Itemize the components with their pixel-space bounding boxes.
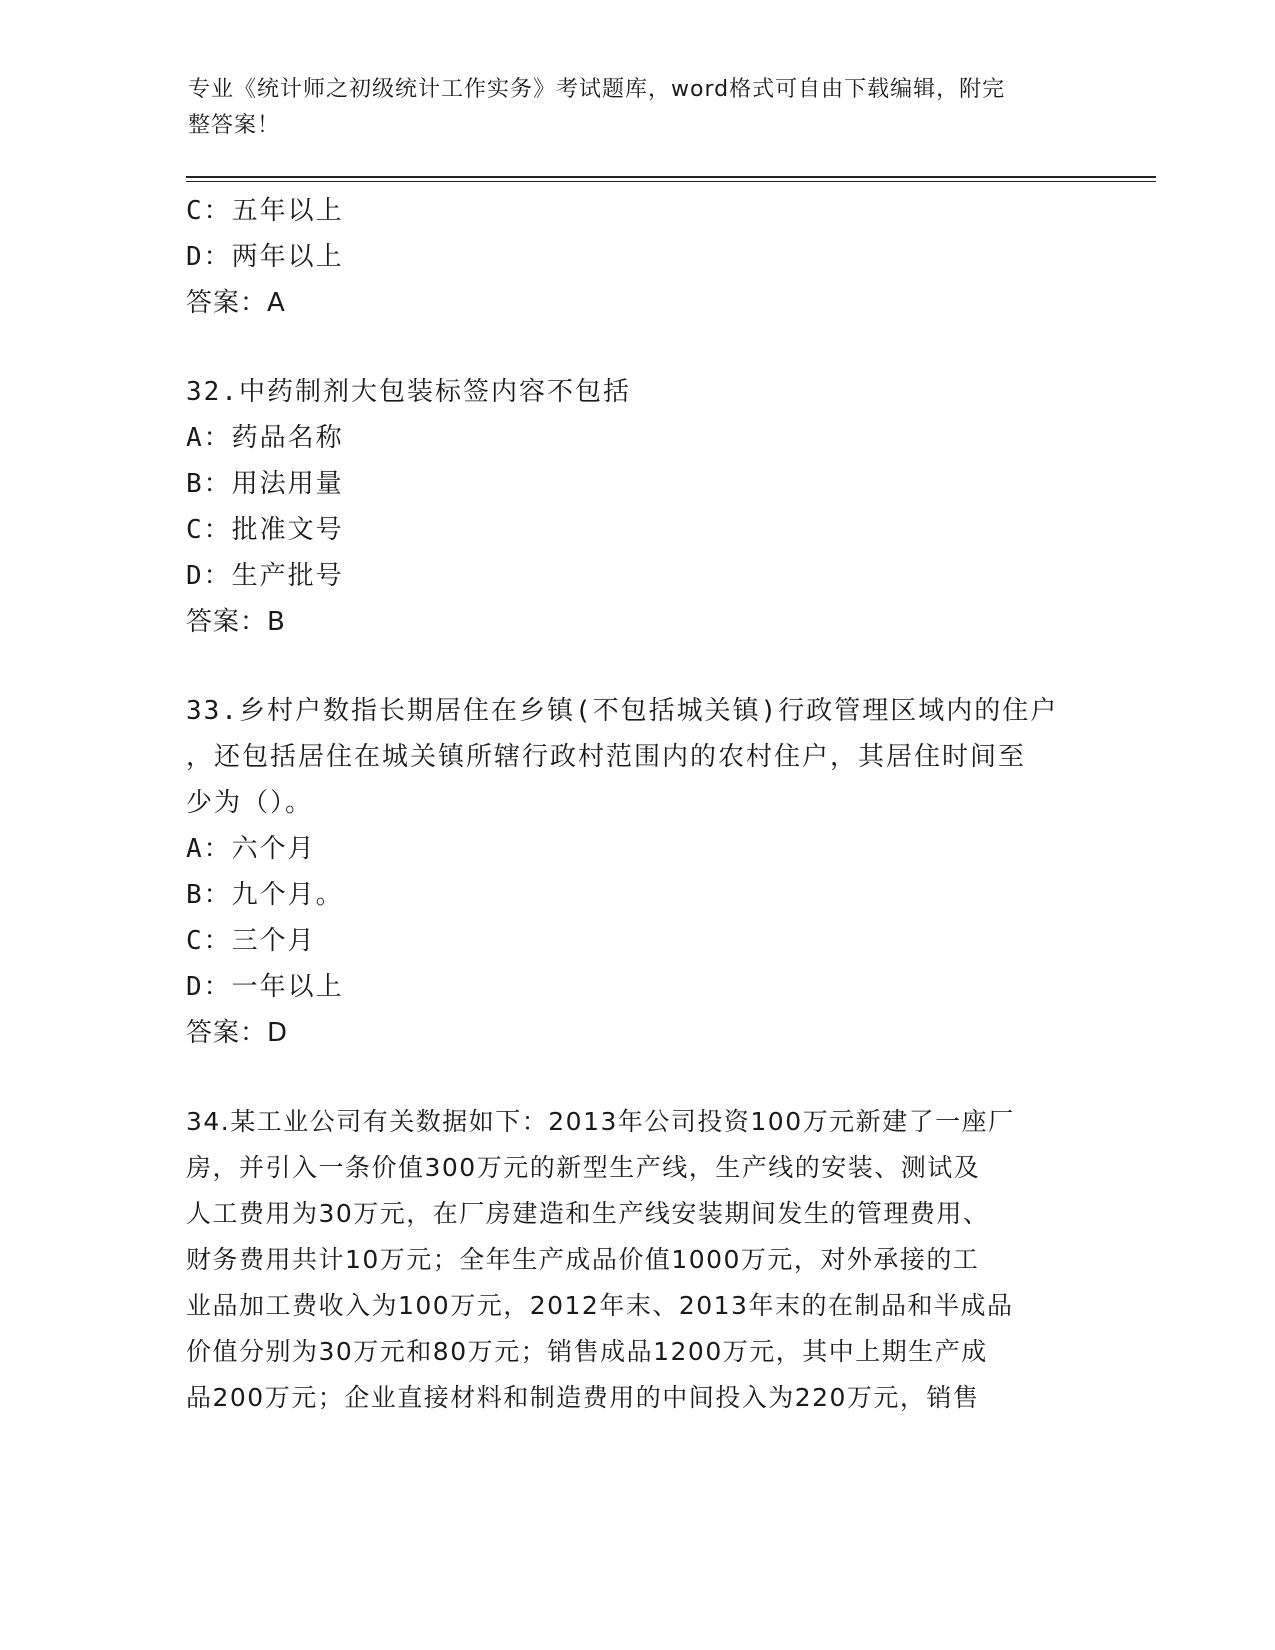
option-c: C：批准文号	[186, 515, 344, 545]
question-stem	[186, 1099, 1086, 1421]
page-header	[188, 72, 1068, 144]
question-32	[186, 369, 1086, 645]
stem-line: 人工费用为30万元，在厂房建造和生产线安装期间发生的管理费用、	[186, 1199, 990, 1228]
answer-label: 答案：A	[186, 288, 286, 318]
question-33	[186, 688, 1086, 1056]
option-a: A：六个月	[186, 834, 316, 864]
option-d: D：两年以上	[186, 242, 344, 272]
answer-label: 答案：B	[186, 607, 286, 637]
option-d: D：一年以上	[186, 972, 344, 1002]
option-b: B：用法用量	[186, 469, 344, 499]
header-line-1: 专业《统计师之初级统计工作实务》考试题库，word格式可自由下载编辑，附完	[188, 77, 1006, 102]
question-stem: 32.中药制剂大包装标签内容不包括	[186, 377, 631, 407]
question-34	[186, 1099, 1086, 1421]
option-d: D：生产批号	[186, 561, 344, 591]
stem-line: 34.某工业公司有关数据如下：2013年公司投资100万元新建了一座厂	[186, 1107, 1015, 1136]
stem-line: 价值分别为30万元和80万元；销售成品1200万元，其中上期生产成	[186, 1337, 988, 1366]
question-list	[186, 188, 1086, 1421]
spacer	[186, 1056, 1086, 1099]
question-stem	[186, 688, 1086, 826]
stem-line: 33.乡村户数指长期居住在乡镇(不包括城关镇)行政管理区域内的住户	[186, 696, 1059, 726]
option-c: C：三个月	[186, 926, 316, 956]
header-line-2: 整答案！	[188, 113, 281, 138]
option-c: C：五年以上	[186, 196, 344, 226]
option-b: B：九个月。	[186, 880, 344, 910]
option-a: A：药品名称	[186, 423, 344, 453]
answer-label: 答案：D	[186, 1018, 289, 1048]
header-rule-thin	[186, 181, 1156, 182]
stem-line: ，还包括居住在城关镇所辖行政村范围内的农村住户，其居住时间至	[186, 742, 1027, 772]
stem-line: 财务费用共计10万元；全年生产成品价值1000万元，对外承接的工	[186, 1245, 980, 1274]
header-rule-thick	[186, 176, 1156, 178]
spacer	[186, 326, 1086, 369]
stem-line: 少为（）。	[186, 788, 314, 818]
stem-line: 品200万元；企业直接材料和制造费用的中间投入为220万元，销售	[186, 1383, 980, 1412]
question-31-tail	[186, 188, 1086, 326]
spacer	[186, 645, 1086, 688]
stem-line: 房，并引入一条价值300万元的新型生产线，生产线的安装、测试及	[186, 1153, 981, 1182]
stem-line: 业品加工费收入为100万元，2012年末、2013年末的在制品和半成品	[186, 1291, 1014, 1320]
